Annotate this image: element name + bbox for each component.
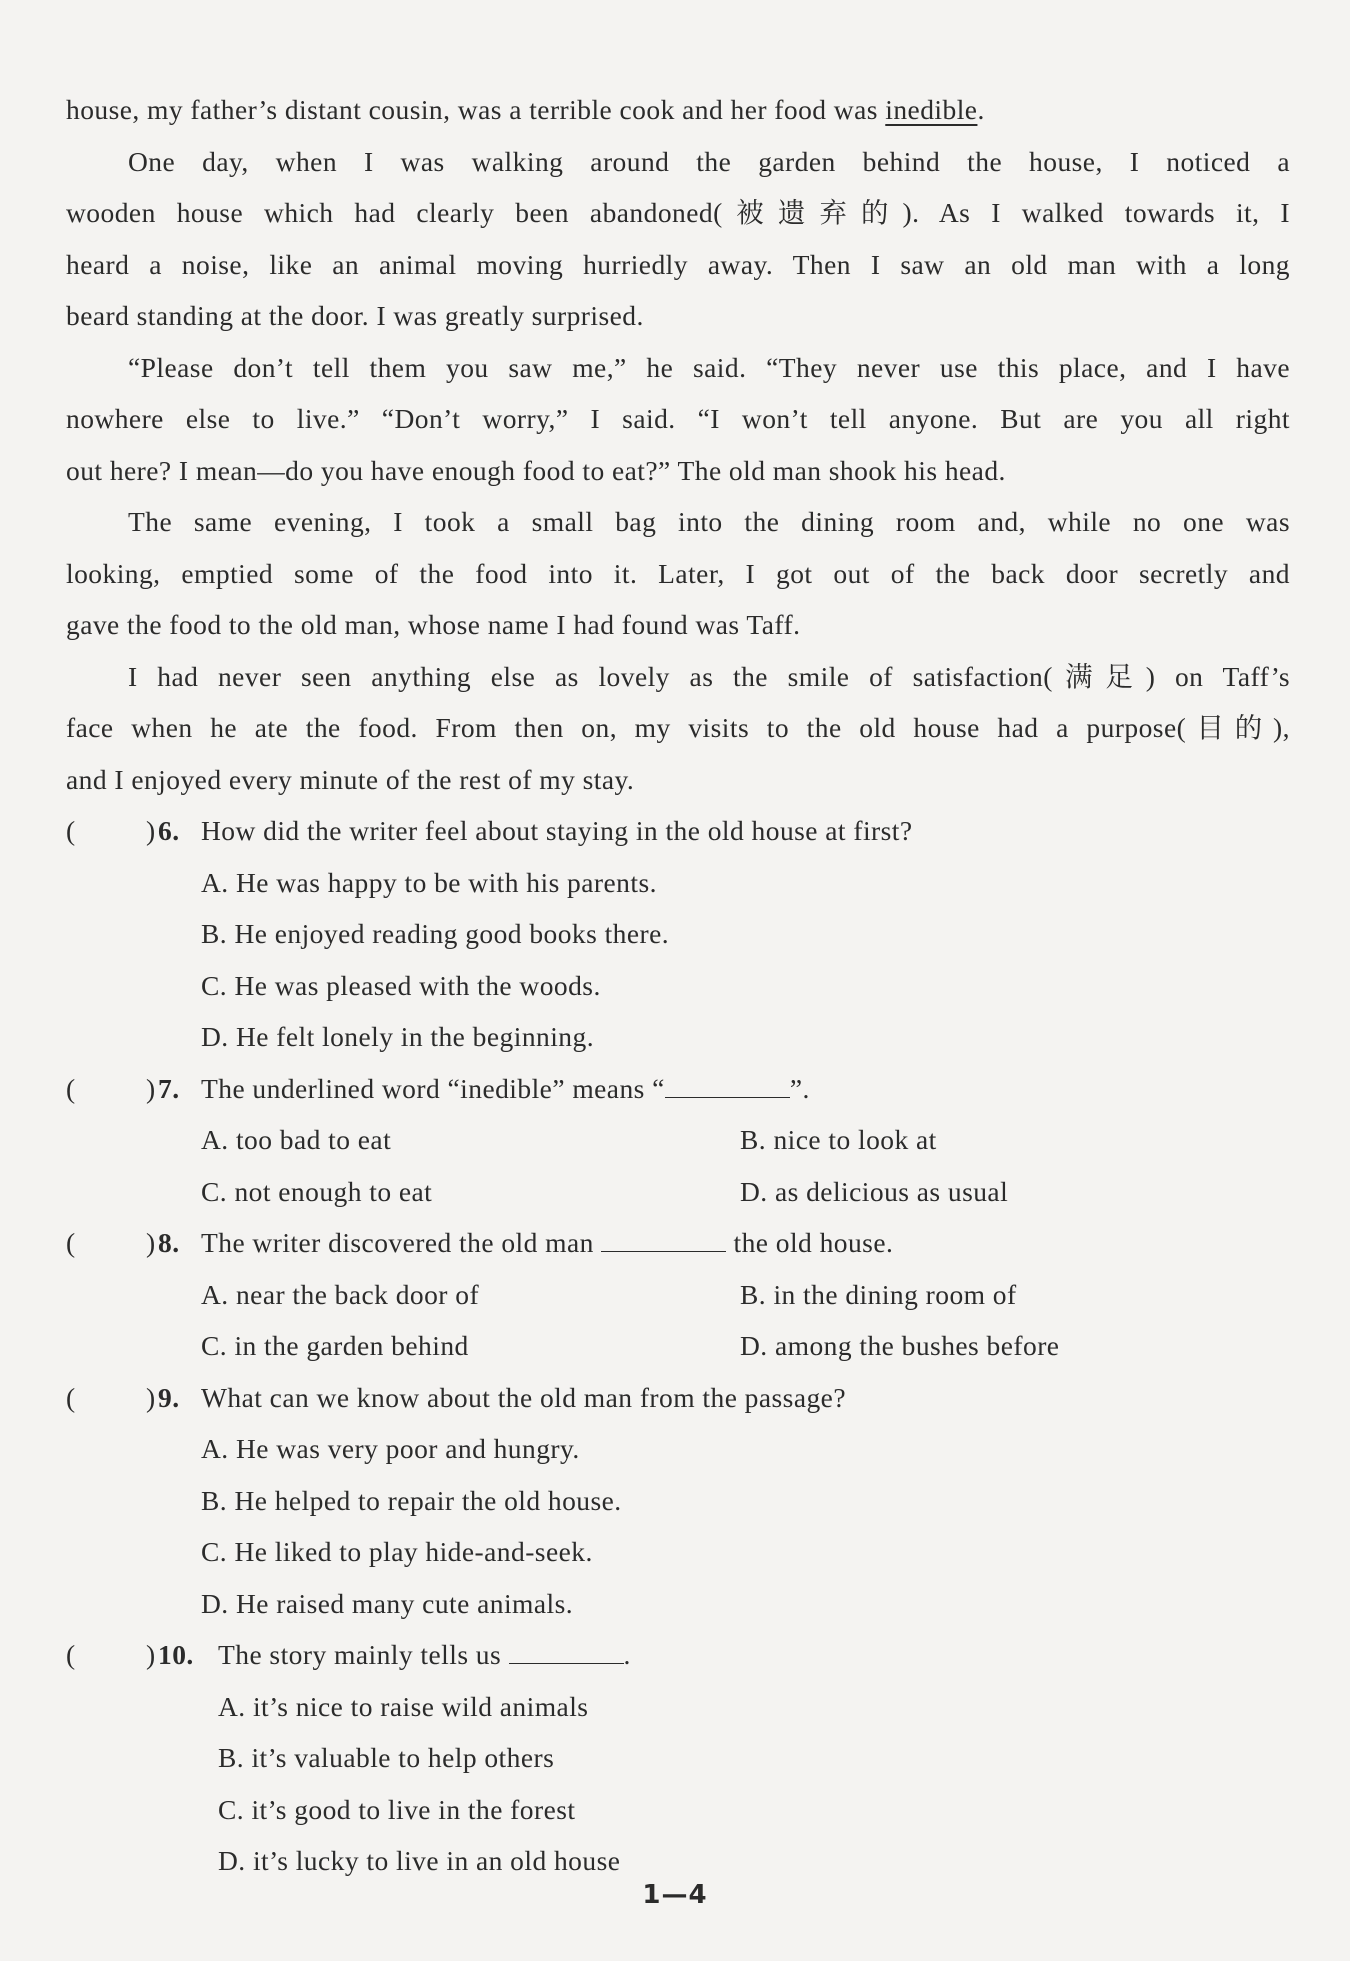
- option-a: A. He was very poor and hungry.: [201, 1433, 580, 1464]
- option-d: D. He felt lonely in the beginning.: [201, 1021, 595, 1052]
- option-b: B. in the dining room of: [740, 1278, 1017, 1310]
- passage-text: house, my father’s distant cousin, was a terrible cook and her food was: [66, 94, 886, 125]
- question-number: 6.: [158, 815, 180, 846]
- option-b: B. He helped to repair the old house.: [201, 1484, 622, 1516]
- question-number: 8.: [158, 1227, 180, 1258]
- passage-line: looking, emptied some of the food into it. Later, I got out of the back door secretly and: [66, 557, 1290, 589]
- question-6: [66, 805, 1290, 1063]
- answer-paren-close: ): [146, 815, 156, 846]
- question-7: [66, 1063, 1290, 1218]
- answer-paren-open: (: [66, 1072, 76, 1104]
- option-b: B. He enjoyed reading good books there.: [201, 918, 670, 949]
- passage-line: wooden house which had clearly been abandoned(被遗弃的). As I walked towards it, I: [66, 197, 1290, 228]
- passage-line: gave the food to the old man, whose name I had found was Taff.: [66, 609, 801, 640]
- underlined-word-inedible: inedible: [885, 94, 978, 125]
- question-text-part: The underlined word “inedible” means “: [201, 1072, 665, 1104]
- option-d: D. it’s lucky to live in an old house: [218, 1845, 621, 1876]
- passage-line: One day, when I was walking around the garden behind the house, I noticed a: [128, 145, 1290, 177]
- question-text-part: ”.: [789, 1072, 810, 1104]
- answer-blank: [509, 1635, 624, 1664]
- answer-paren-close: ): [146, 1381, 156, 1413]
- question-text-part: The story mainly tells us: [218, 1639, 509, 1670]
- reading-passage: [66, 84, 1290, 805]
- answer-blank: [601, 1223, 726, 1252]
- question-text: What can we know about the old man from the passage?: [201, 1381, 846, 1413]
- question-text: How did the writer feel about staying in the old house at first?: [201, 815, 913, 846]
- question-text-part: the old house.: [726, 1227, 894, 1258]
- passage-line: “Please don’t tell them you saw me,” he said. “They never use this place, and I have: [128, 351, 1290, 383]
- option-c: C. He was pleased with the woods.: [201, 969, 601, 1001]
- option-d: D. He raised many cute animals.: [201, 1587, 574, 1619]
- option-a: A. near the back door of: [201, 1278, 480, 1310]
- answer-paren-open: (: [66, 1639, 76, 1670]
- answer-paren-close: ): [146, 1639, 156, 1670]
- answer-paren-close: ): [146, 1072, 156, 1104]
- option-c: C. in the garden behind: [201, 1330, 469, 1361]
- option-c: C. not enough to eat: [201, 1175, 433, 1207]
- question-number: 10.: [158, 1639, 194, 1670]
- option-d: D. as delicious as usual: [740, 1175, 1009, 1207]
- option-c: C. it’s good to live in the forest: [218, 1793, 576, 1825]
- option-d: D. among the bushes before: [740, 1330, 1060, 1361]
- question-9: [66, 1372, 1290, 1630]
- passage-line: The same evening, I took a small bag into the dining room and, while no one was: [128, 506, 1290, 537]
- passage-line: and I enjoyed every minute of the rest of my stay.: [66, 763, 635, 795]
- passage-line: I had never seen anything else as lovely as the smile of satisfaction(满足) on Taff’s: [128, 660, 1290, 692]
- passage-line: out here? I mean—do you have enough food to eat?” The old man shook his head.: [66, 454, 1006, 486]
- option-a: A. it’s nice to raise wild animals: [218, 1690, 589, 1722]
- passage-line: beard standing at the door. I was greatly surprised.: [66, 300, 644, 331]
- question-number: 9.: [158, 1381, 180, 1413]
- question-8: [66, 1217, 1290, 1372]
- option-c: C. He liked to play hide-and-seek.: [201, 1536, 593, 1567]
- option-a: A. He was happy to be with his parents.: [201, 866, 657, 898]
- passage-text: .: [977, 94, 985, 125]
- question-text: [66, 1227, 893, 1258]
- option-a: A. too bad to eat: [201, 1124, 392, 1155]
- question-text-part: .: [623, 1639, 631, 1670]
- page-number: 1—4: [642, 1880, 708, 1910]
- answer-paren-open: (: [66, 815, 76, 846]
- passage-line: face when he ate the food. From then on, my visits to the old house had a purpose(目的),: [66, 712, 1290, 743]
- question-number: 7.: [158, 1072, 180, 1104]
- option-b: B. nice to look at: [740, 1124, 937, 1155]
- passage-line: nowhere else to live.” “Don’t worry,” I said. “I won’t tell anyone. But are you all right: [66, 403, 1290, 434]
- passage-line: heard a noise, like an animal moving hurriedly away. Then I saw an old man with a long: [66, 248, 1290, 280]
- answer-blank: [665, 1069, 790, 1098]
- answer-paren-close: ): [146, 1227, 156, 1258]
- question-text-part: The writer discovered the old man: [201, 1227, 602, 1258]
- passage-line: [66, 84, 1290, 136]
- question-10: [66, 1629, 1290, 1887]
- answer-paren-open: (: [66, 1227, 76, 1258]
- option-b: B. it’s valuable to help others: [218, 1742, 555, 1773]
- answer-paren-open: (: [66, 1381, 76, 1413]
